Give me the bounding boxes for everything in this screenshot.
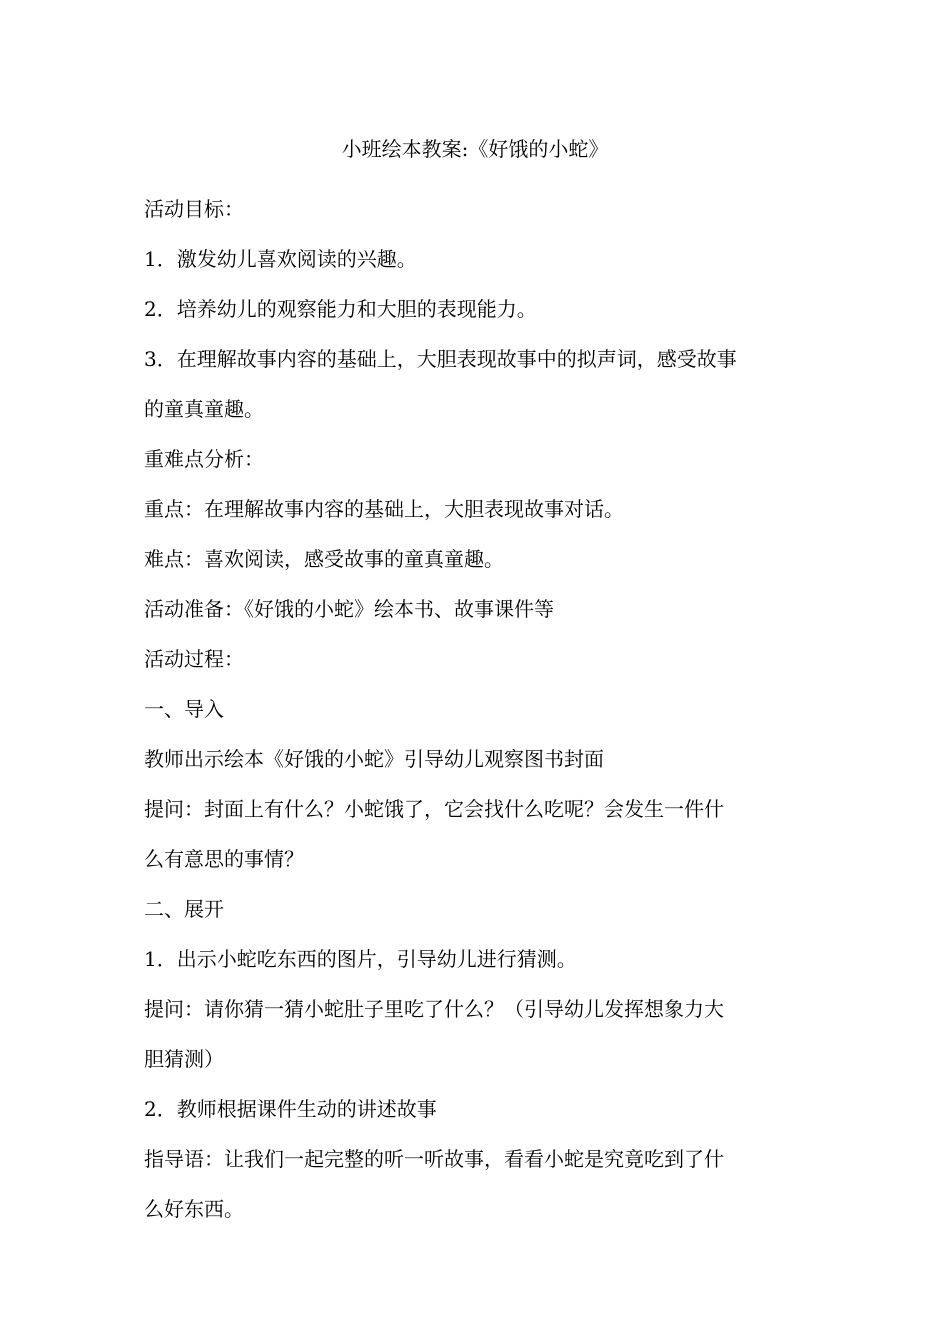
text-line-step-2: 2．教师根据课件生动的讲述故事 [144,1097,437,1121]
text-line-section-develop: 二、展开 [144,897,224,921]
text-line-goal-1: 1．激发幼儿喜欢阅读的兴趣。 [144,247,417,271]
text-line-question-2-cont: 胆猜测） [144,1047,224,1071]
document-body [144,184,816,1234]
text-line-goal-3-cont: 的童真童趣。 [144,397,264,421]
text-line-key-point: 重点：在理解故事内容的基础上，大胆表现故事对话。 [144,497,624,521]
text-line-step-1: 1．出示小蛇吃东西的图片，引导幼儿进行猜测。 [144,947,577,971]
text-line-difficulty: 难点：喜欢阅读，感受故事的童真童趣。 [144,547,504,571]
text-line-key-points-heading: 重难点分析： [144,447,264,471]
document-title: 小班绘本教案:《好饿的小蛇》 [341,137,609,161]
text-line-goal-2: 2．培养幼儿的观察能力和大胆的表现能力。 [144,297,537,321]
text-line-section-intro: 一、导入 [144,697,224,721]
text-line-goal-3: 3．在理解故事内容的基础上，大胆表现故事中的拟声词，感受故事 [144,347,737,371]
text-line-teacher-shows: 教师出示绘本《好饿的小蛇》引导幼儿观察图书封面 [144,747,604,771]
text-line-question-1: 提问：封面上有什么？小蛇饿了，它会找什么吃呢？会发生一件什 [144,797,724,821]
text-line-guidance-cont: 么好东西。 [144,1197,244,1221]
text-line-process-heading: 活动过程： [144,647,244,671]
text-line-guidance: 指导语：让我们一起完整的听一听故事，看看小蛇是究竟吃到了什 [144,1147,724,1171]
text-line-activity-goals-heading: 活动目标： [144,197,244,221]
text-line-preparation: 活动准备：《好饿的小蛇》绘本书、故事课件等 [144,597,554,621]
text-line-question-1-cont: 么有意思的事情？ [144,847,304,871]
text-line-question-2: 提问：请你猜一猜小蛇肚子里吃了什么？（引导幼儿发挥想象力大 [144,997,724,1021]
